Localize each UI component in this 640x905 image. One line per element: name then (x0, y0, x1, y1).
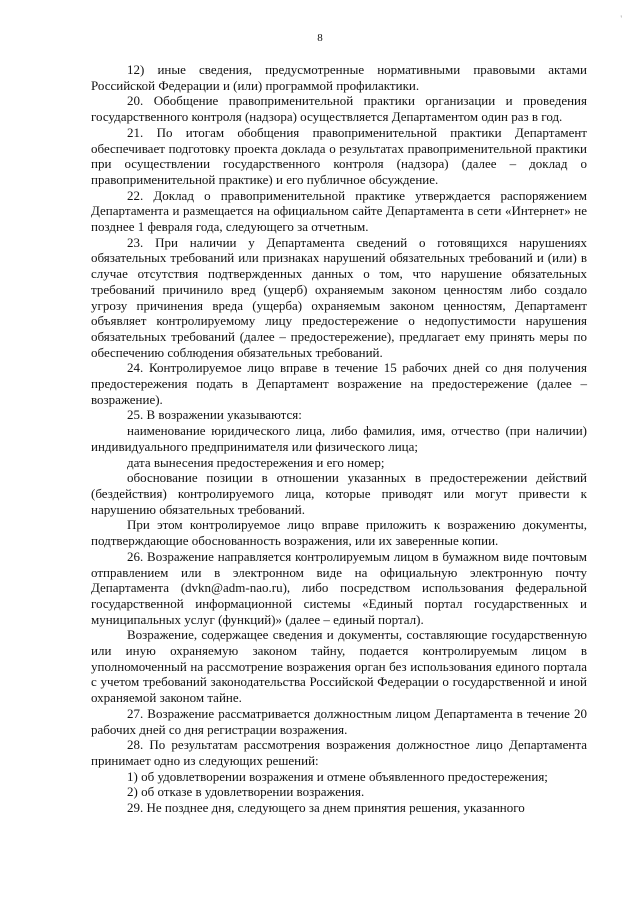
corner-mark: ' (620, 14, 622, 24)
paragraph-26-secret: Возражение, содержащее сведения и документы, составляющие государственную или иную охраняемую законом тайну, подается контролируемым лицом в уполномоченный на рассмотрение возражения орган без использования единого портала с учетом требований законодательства Российской Федерации о государственной и иной охраняемой законом тайне. (91, 627, 587, 706)
paragraph-25-attachments: При этом контролируемое лицо вправе приложить к возражению документы, подтверждающие обоснованность возражения, или их заверенные копии. (91, 517, 587, 549)
paragraph-25-item-justification: обоснование позиции в отношении указанных в предостережении действий (бездействия) контролируемого лица, которые приводят или могут привести к нарушению обязательных требований. (91, 470, 587, 517)
paragraph-25: 25. В возражении указываются: (127, 407, 302, 423)
paragraph-22: 22. Доклад о правоприменительной практике утверждается распоряжением Департамента и размещается на официальном сайте Департамента в сети «Интернет» не позднее 1 февраля года, следующего за отчетным. (91, 187, 587, 235)
paragraph-23: 23. При наличии у Департамента сведений о готовящихся нарушениях обязательных требований или признаках нарушений обязательных требований и (или) в случае отсутствия подтвержденных данных о том, что нарушение обязательных требований причинило вред (ущерб) охраняемым законом ценностям либо создало угрозу причинения вреда (ущерба) охраняемым законом ценностям, Департамент объявляет контролируемому лицу предостережение о недопустимости нарушения обязательных требований (далее – предостережение), предлагает ему принять меры по обеспечению соблюдения обязательных требований. (91, 234, 587, 360)
paragraph-26: 26. Возражение направляется контролируемым лицом в бумажном виде почтовым отправлением или в электронном виде на официальную электронную почту Департамента (dvkn@adm-nao.ru), либо посредством использования федеральной государственной информационной системы «Единый портал государственных и муниципальных услуг (функций)» (далее – единый портал). (91, 548, 587, 627)
document-body (91, 62, 587, 816)
paragraph-24: 24. Контролируемое лицо вправе в течение 15 рабочих дней со дня получения предостережения подать в Департамент возражение на предостережение (далее – возражение). (91, 360, 587, 407)
paragraph-27: 27. Возражение рассматривается должностным лицом Департамента в течение 20 рабочих дней со дня регистрации возражения. (91, 705, 587, 737)
paragraph-28-option-2: 2) об отказе в удовлетворении возражения. (127, 784, 365, 800)
paragraph-21: 21. По итогам обобщения правоприменительной практики Департамент обеспечивает подготовку проекта доклада о результатах правоприменительной практики при осуществлении государственного контроля (надзора) (далее – доклад о правоприменительной практике) и его публичное обсуждение. (91, 124, 587, 187)
paragraph-12: 12) иные сведения, предусмотренные нормативными правовыми актами Российской Федерации и (или) программой профилактики. (91, 62, 587, 93)
paragraph-29: 29. Не позднее дня, следующего за днем принятия решения, указанного (127, 800, 525, 816)
paragraph-20: 20. Обобщение правоприменительной практики организации и проведения государственного контроля (надзора) осуществляется Департаментом один раз в год. (91, 93, 587, 125)
page-number: 8 (317, 32, 323, 44)
paragraph-25-item-date: дата вынесения предостережения и его номер; (127, 454, 385, 470)
paragraph-28-option-1: 1) об удовлетворении возражения и отмене объявленного предостережения; (127, 768, 548, 784)
paragraph-25-item-name: наименование юридического лица, либо фамилия, имя, отчество (при наличии) индивидуального предпринимателя или физического лица; (91, 423, 587, 454)
paragraph-28: 28. По результатам рассмотрения возражения должностное лицо Департамента принимает одно из следующих решений: (91, 737, 587, 768)
